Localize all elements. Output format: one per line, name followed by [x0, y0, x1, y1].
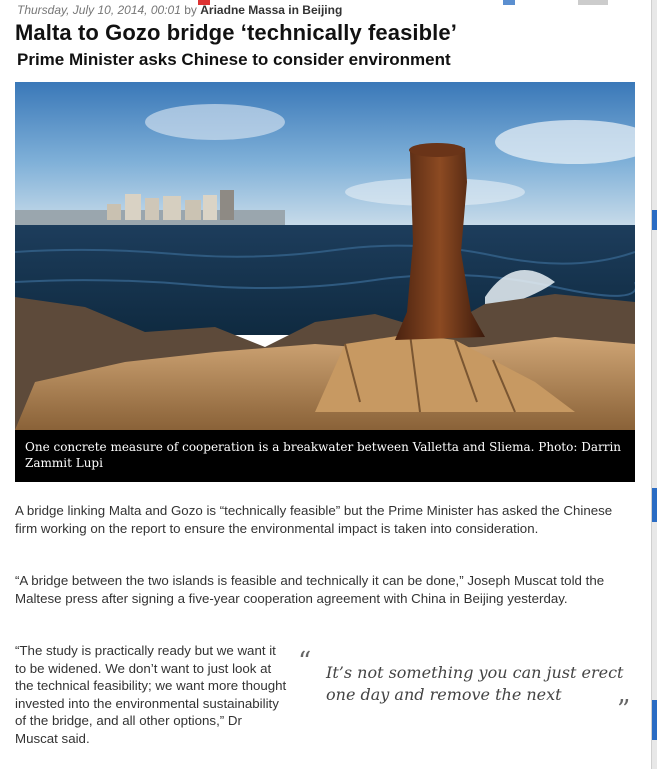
- toolbar-fragment: [578, 0, 608, 5]
- body-paragraph: “A bridge between the two islands is feasible and technically it can be done,” Joseph Muscat told the Maltese press after signing a five-year cooperation agreement with China in Beijing yesterday.: [15, 573, 605, 606]
- scroll-marker: [652, 700, 657, 740]
- body-paragraph: “The study is practically ready but we want it to be widened. We don’t want to just look at the technical feasibility; we want more thought invested into the environmental sustainability of the bridge, and all other options,” Dr Muscat said.: [15, 643, 287, 746]
- right-scroll-edge[interactable]: [651, 0, 657, 769]
- article-photo[interactable]: [15, 82, 635, 430]
- body-paragraph: A bridge linking Malta and Gozo is “technically feasible” but the Prime Minister has asked the Chinese firm working on the report to ensure the environmental impact is taken into consideration.: [15, 503, 613, 536]
- article-headline: Malta to Gozo bridge ‘technically feasible’: [15, 20, 457, 45]
- article-date: Thursday, July 10, 2014, 00:01: [17, 3, 181, 17]
- quote-open-icon: “: [298, 647, 312, 677]
- scroll-marker: [652, 488, 657, 522]
- article-subheadline: Prime Minister asks Chinese to consider environment: [17, 50, 451, 69]
- pull-quote: It’s not something you can just erect one day and remove the next: [326, 663, 624, 704]
- scroll-marker: [652, 210, 657, 230]
- article-meta: [17, 3, 342, 17]
- toolbar-fragment: [503, 0, 515, 5]
- byline-prefix: by: [184, 3, 197, 17]
- photo-caption: One concrete measure of cooperation is a breakwater between Valletta and Sliema. Photo: Darrin Zammit Lupi: [15, 430, 635, 482]
- article-author[interactable]: Ariadne Massa in Beijing: [200, 3, 343, 17]
- quote-close-icon: ”: [617, 695, 631, 725]
